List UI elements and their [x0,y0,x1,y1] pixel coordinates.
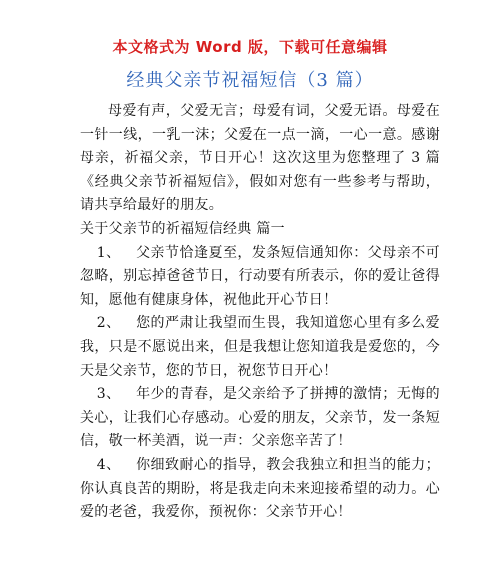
item-number: 2、 [96,315,121,332]
message-item-2 [80,312,440,383]
message-item-1 [80,242,440,313]
message-item-3 [80,383,440,454]
item-number: 4、 [96,456,121,473]
item-text: 你细致耐心的指导，教会我独立和担当的能力；你认真良苦的期盼，将是我走向未来迎接希望的动力。心爱的老爸，我爱你，预祝你：父亲节开心！ [80,456,440,521]
item-text: 您的严肃让我望而生畏，我知道您心里有多么爱我，只是不愿说出来，但是我想让您知道我是爱您的，今天是父亲节，您的节日，祝您节日开心！ [80,315,440,379]
item-number: 3、 [96,386,121,403]
message-item-4 [80,454,440,525]
document-body [80,100,440,525]
item-text: 年少的青春，是父亲给予了拼搏的激情；无悔的关心，让我们心存感动。心爱的朋友，父亲节，发一条短信，敬一杯美酒，说一声：父亲您辛苦了！ [80,386,440,450]
word-format-banner: 本文格式为 Word 版，下载可任意编辑 [112,38,388,56]
item-number: 1、 [96,244,121,261]
document-title: 经典父亲节祝福短信（3 篇） [126,70,374,91]
section-heading: 关于父亲节的祈福短信经典 篇一 [80,220,285,237]
intro-paragraph: 母爱有声，父爱无言；母爱有词，父爱无语。母爱在一针一线，一乳一沫；父爱在一点一滴，一心一意。感谢母亲，祈福父亲，节日开心！这次这里为您整理了 3 篇《经典父亲节祈福短信》，假如对您有一些参考与帮助，请共享给最好的朋友。 [80,103,440,214]
item-text: 父亲节恰逢夏至，发条短信通知你：父母亲不可忽略，别忘掉爸爸节日，行动要有所表示，你的爱让爸得知，愿他有健康身体，祝他此开心节日！ [80,244,440,308]
